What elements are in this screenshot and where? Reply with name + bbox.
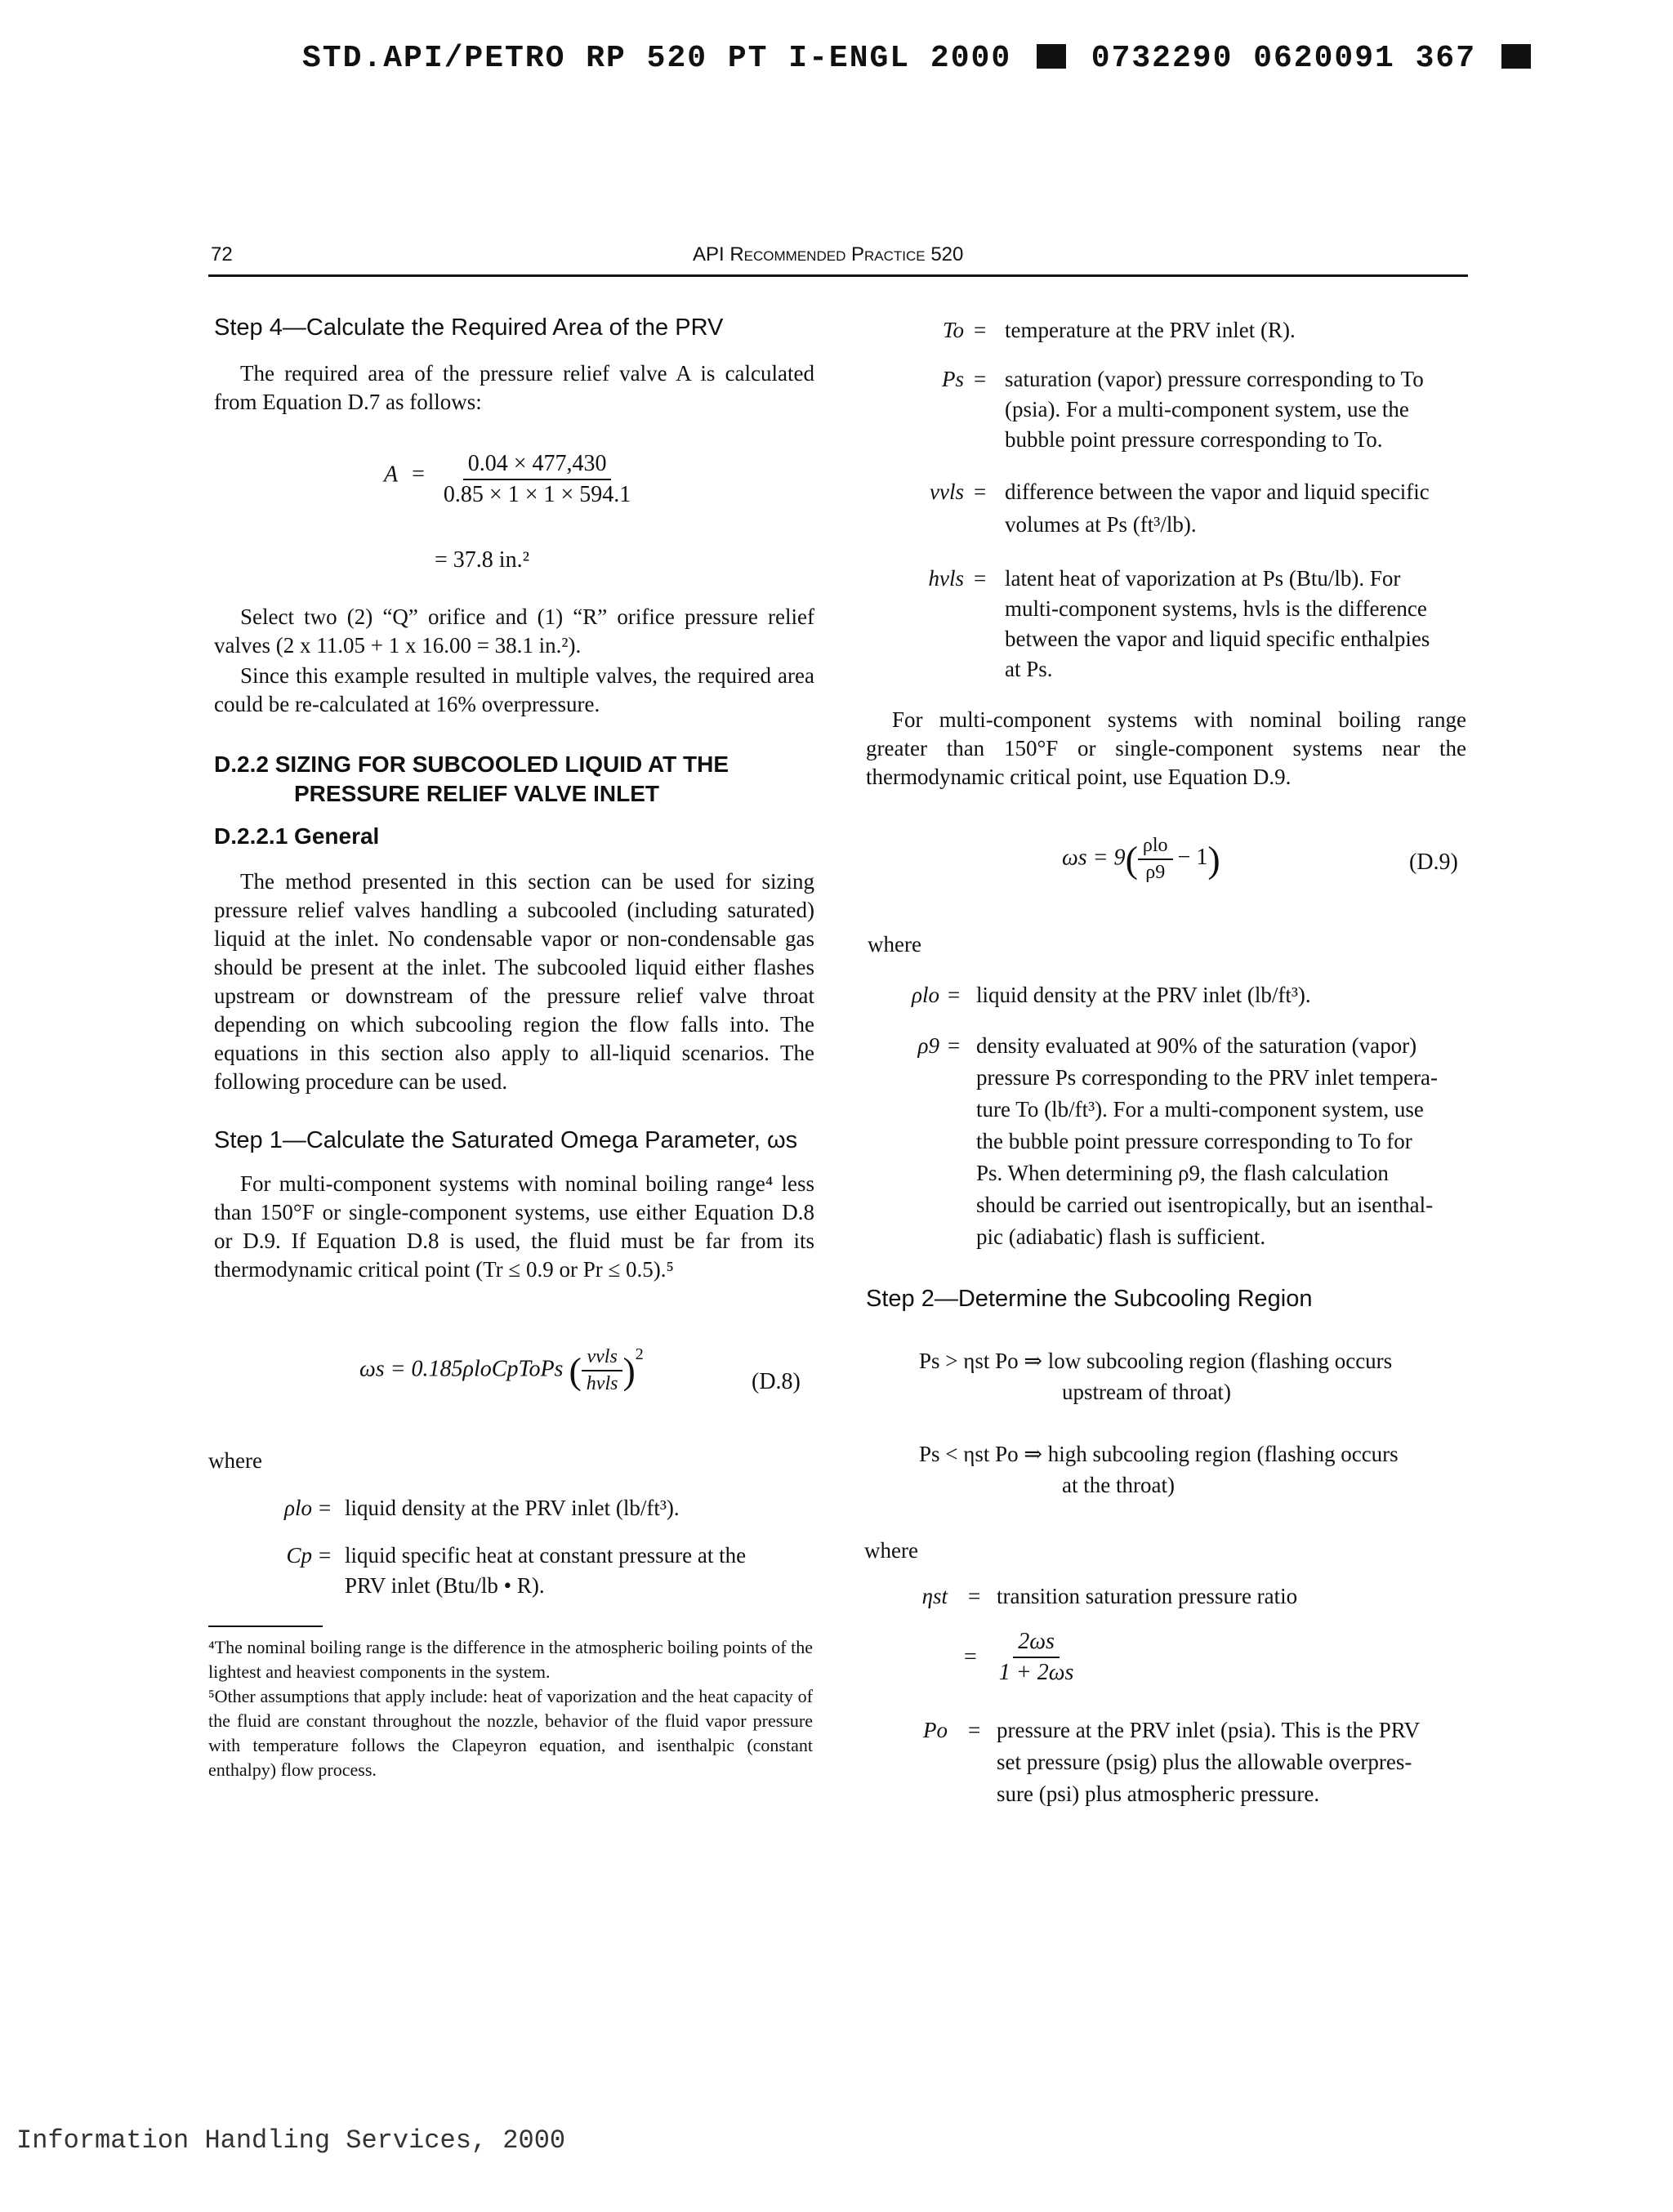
d9-lhs: ωs = 9 [1062,845,1126,871]
def-description-line: at Ps. [1005,657,1053,681]
def-equals: = [948,983,961,1007]
def-equals: = [319,1543,332,1568]
area-result: = 37.8 in.² [435,547,529,573]
d8-label: (D.8) [752,1369,801,1394]
step4-paragraph: The required area of the pressure relief valve A is calculated from Equation D.7 as follows: [214,361,814,414]
def-description-line: volumes at Ps (ft³/lb). [1005,512,1197,537]
high-subcooling-line1: Ps < ηst Po ⇒ high subcooling region (flashing occurs [919,1442,1399,1466]
def-description-line: latent heat of vaporization at Ps (Btu/lb). For [1005,566,1401,591]
d8-lhs: ωs = 0.185ρloCpToPs [359,1356,564,1382]
def-symbol: Po [923,1718,948,1742]
low-subcooling-line2: upstream of throat) [1062,1380,1231,1404]
where-label: where [868,932,921,957]
definition-row [850,980,1470,1013]
d9-label: (D.9) [1409,850,1458,875]
eta-eq-sign: = [964,1644,977,1670]
select-paragraph: Select two (2) “Q” orifice and (1) “R” orifice pressure relief valves (2 x 11.05 + 1 x 16.00 = 38.1 in.²). [214,604,814,658]
header-rule [208,274,1468,277]
definition-row [850,564,1470,686]
area-equation [384,448,636,505]
definition-row [850,1031,1470,1249]
where-label: where [208,1448,262,1473]
def-symbol: ρ9 [917,1033,939,1058]
definition-row [850,1581,1470,1614]
def-description-line: liquid density at the PRV inlet (lb/ft³). [976,983,1311,1007]
stamp-text-b: 0732290 0620091 367 [1091,41,1477,76]
def-symbol: To [942,318,964,342]
def-equals: = [948,1033,961,1058]
general-paragraph: The method presented in this section can be used for sizing pressure relief valves handling a subcooled (including saturated) liquid at the inlet. No condensable vapor or non-condensable gas should be present at the inlet. The subcooled liquid either flashes upstream or downstream of the pressure relief valve throat depending on which subcooling region the flow falls into. The equations in this section also apply to all-liquid scenarios. The following procedure can be used. [214,869,814,1094]
def-description-line: should be carried out isentropically, but an isenthal- [976,1193,1434,1217]
definition-row [0,1541,817,1606]
area-numerator: 0.04 × 477,430 [463,451,612,480]
d9-frac-den: ρ9 [1145,862,1166,883]
d8-frac-num: vvls [582,1346,622,1371]
def-description-line: PRV inlet (Btu/lb • R). [345,1573,545,1598]
multi-component-paragraph: For multi-component systems with nominal boiling range greater than 150°F or single-component systems near the thermodynamic critical point, use Equation D.9. [866,707,1466,789]
footnote-rule [208,1626,323,1627]
page-number: 72 [211,243,233,265]
area-denominator: 0.85 × 1 × 1 × 594.1 [443,482,631,507]
since-paragraph: Since this example resulted in multiple valves, the required area could be re-calculated at 16% overpressure. [214,663,814,716]
stamp-text-a: STD.API/PETRO RP 520 PT I-ENGL 2000 [302,41,1012,76]
def-equals: = [968,1718,981,1742]
def-symbol: ρlo [284,1496,312,1520]
def-description-line: temperature at the PRV inlet (R). [1005,318,1296,342]
def-description-line: transition saturation pressure ratio [997,1584,1298,1608]
def-description-line: set pressure (psig) plus the allowable overpres- [997,1750,1412,1774]
definition-row [850,315,1470,348]
def-equals: = [968,1584,981,1608]
running-title: API Recommended Practice 520 [693,243,964,265]
d8-power: 2 [635,1345,644,1364]
step1-paragraph: For multi-component systems with nominal boiling range⁴ less than 150°F or single-component systems, use either Equation D.8 or D.9. If Equation D.8 is used, the fluid must be far from its thermodynamic critical point (Tr ≤ 0.9 or Pr ≤ 0.5).⁵ [214,1171,814,1282]
high-subcooling-line2: at the throat) [1062,1473,1175,1497]
def-description-line: multi-component systems, hvls is the difference [1005,596,1427,621]
section-d22-line2: PRESSURE RELIEF VALVE INLET [294,781,660,806]
eta-numerator: 2ωs [1013,1629,1060,1658]
def-equals: = [319,1496,332,1520]
redaction-bar-icon [1501,44,1531,69]
definition-row [850,477,1470,542]
document-stamp [302,41,1536,76]
definition-row [850,1715,1470,1813]
eta-denominator: 1 + 2ωs [998,1660,1074,1685]
def-description-line: difference between the vapor and liquid specific [1005,479,1430,504]
section-d22-line1: D.2.2 SIZING FOR SUBCOOLED LIQUID AT THE [214,751,729,777]
def-description-line: density evaluated at 90% of the saturation (vapor) [976,1033,1417,1058]
footnote-5: ⁵Other assumptions that apply include: heat of vaporization and the heat capacity of the fluid are constant throughout the nozzle, behavior of the fluid vapor pressure with temperature follows the Clapeyron equation, and isenthalpic (constant enthalpy) flow process. [208,1686,813,1780]
def-symbol: hvls [928,566,964,591]
eta-equation [964,1629,1078,1686]
d9-tail: − 1 [1177,845,1208,871]
def-description-line: pressure at the PRV inlet (psia). This is the PRV [997,1718,1421,1742]
def-symbol: Ps [942,367,964,391]
def-description-line: ture To (lb/ft³). For a multi-component system, use [976,1097,1424,1122]
definition-row [0,1493,817,1526]
def-description-line: saturation (vapor) pressure corresponding to To [1005,367,1424,391]
section-d22-heading [214,750,729,809]
def-description-line: liquid specific heat at constant pressure at the [345,1543,747,1568]
def-description: liquid density at the PRV inlet (lb/ft³). [345,1496,680,1520]
low-subcooling-line1: Ps > ηst Po ⇒ low subcooling region (flashing occurs [919,1349,1393,1373]
definition-row [850,364,1470,454]
def-description-line: between the vapor and liquid specific enthalpies [1005,627,1430,651]
step4-heading: Step 4—Calculate the Required Area of the PRV [214,314,724,341]
equation-d9: ωs = 9( $\frac{\text{ρlo}}{\rho 9}$ − 1) [1062,835,1220,883]
section-d221-heading: D.2.2.1 General [214,823,380,849]
def-description-line: pic (adiabatic) flash is sufficient. [976,1224,1266,1249]
d8-frac-den: hvls [586,1373,618,1394]
def-description-line: bubble point pressure corresponding to To. [1005,427,1383,452]
where-label: where [864,1538,918,1563]
def-symbol: ηst [921,1584,948,1608]
def-description-line: sure (psi) plus atmospheric pressure. [997,1782,1320,1806]
def-description-line: the bubble point pressure corresponding to To for [976,1129,1412,1153]
step2-heading: Step 2—Determine the Subcooling Region [866,1286,1313,1312]
def-description-line: pressure Ps corresponding to the PRV inlet tempera- [976,1065,1438,1090]
def-equals: = [974,566,987,591]
def-equals: = [974,367,987,391]
def-description-line: (psia). For a multi-component system, use the [1005,397,1409,421]
def-symbol: ρlo [912,983,939,1007]
def-symbol: Cp [286,1543,312,1568]
area-eq-sign: = [412,462,425,488]
footer-source: Information Handling Services, 2000 [16,2125,566,2156]
def-symbol: vvls [930,479,964,504]
footnote-4: ⁴The nominal boiling range is the difference in the atmospheric boiling points of the lightest and heaviest components in the system. [208,1637,813,1682]
step1-heading: Step 1—Calculate the Saturated Omega Parameter, ωs [214,1127,798,1153]
d9-frac-num: ρlo [1138,835,1173,860]
redaction-bar-icon [1037,44,1066,69]
equation-d8: ωs = 0.185ρloCpToPs ( $\frac{\text{vvls}}{\text{hvls}}$ )$^2$ [359,1345,644,1394]
def-equals: = [974,479,987,504]
def-description-line: Ps. When determining ρ9, the flash calculation [976,1161,1389,1185]
def-equals: = [974,318,987,342]
area-lhs: A [384,462,399,488]
